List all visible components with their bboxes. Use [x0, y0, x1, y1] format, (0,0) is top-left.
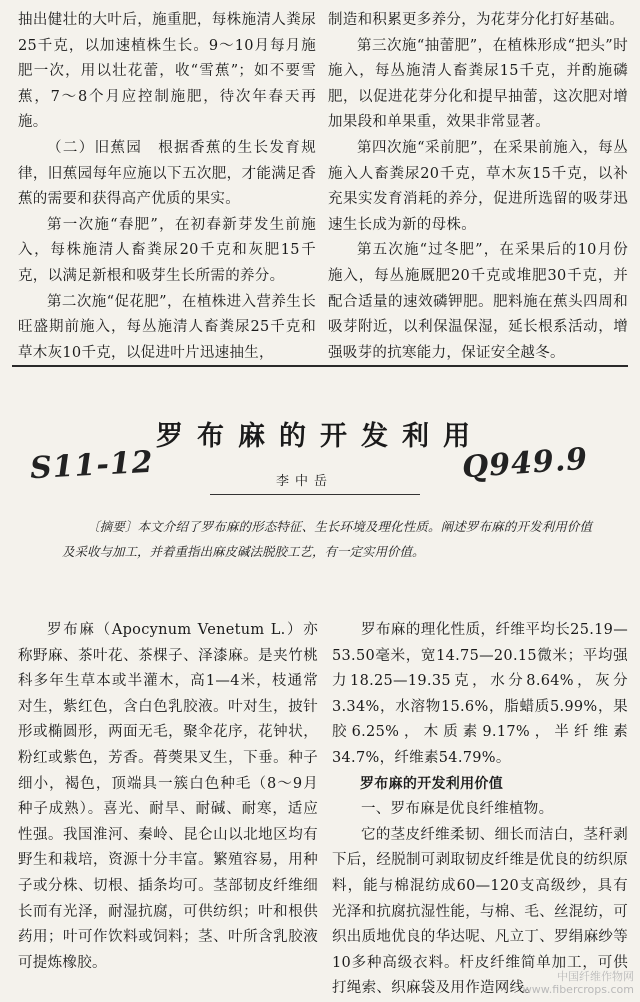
watermark-line-1: 中国纤维作物网	[557, 970, 634, 983]
paragraph: 抽出健壮的大叶后，施重肥，每株施清人粪尿25千克，以加速植株生长。9～10月每月施肥一次，用以壮花蕾，收“雪蕉”；如不要雪蕉，7～8个月应控制施肥，待次年春天再施。	[18, 12, 316, 131]
section-divider	[12, 365, 628, 367]
handwritten-classification-right: Q949.9	[460, 441, 590, 486]
top-right-column	[328, 8, 628, 366]
paragraph: 第二次施“促花肥”，在植株进入营养生长旺盛期前施入，每丛施清人畜粪尿25千克和草木灰10千克，以促进叶片迅速抽生，	[18, 293, 316, 361]
author-underline	[210, 494, 420, 495]
handwritten-classification-left: S11-12	[29, 444, 155, 487]
paragraph: 罗布麻（Apocynum Venetum L.）亦称野麻、茶叶花、茶棵子、泽漆麻。是夹竹桃科多年生草本或半灌木，高1—4米，枝通常对生，紫红色，含白色乳胶液。叶对生，披针形或椭圆形，两面无毛，聚伞花序，花钟状，粉红或紫色，芳香。蓇葖果叉生，下垂。种子细小，褐色，顶端具一簇白色种毛（8～9月种子成熟）。喜光、耐旱、耐碱、耐寒，适应性强。我国淮河、秦岭、昆仑山以北地区均有野生和栽培，资源十分丰富。繁殖容易，用种子或分株、切根、插条均可。茎部韧皮纤维细长而有光泽，耐湿抗腐，可供纺织；叶和根供药用；叶可作饮料或饲料；茎、叶所含乳胶液可提炼橡胶。	[18, 622, 318, 971]
paragraph: 一、罗布麻是优良纤维植物。	[361, 801, 554, 818]
paragraph: 第五次施“过冬肥”，在采果后的10月份施入，每丛施厩肥20千克或堆肥30千克，并配合适量的速效磷钾肥。肥料施在蕉头四周和吸芽附近，以利保温保湿，延长根系活动，增强吸芽的抗寒能力，保证安全越冬。	[328, 242, 628, 361]
bottom-right-column	[332, 618, 628, 1002]
article-abstract: 〔摘要〕本文介绍了罗布麻的形态特征、生长环境及理化性质。阐述罗布麻的开发利用价值及采收与加工，并着重指出麻皮碱法脱胶工艺，有一定实用价值。	[62, 519, 592, 559]
paragraph: 罗布麻的理化性质，纤维平均长25.19—53.50毫米，宽14.75—20.15微米；平均强力18.25—19.35克，水分8.64%，灰分3.34%，水溶物15.6%，脂蜡质5.99%，果胶6.25%，木质素9.17%，半纤维素34.7%，纤维素54.79%。	[332, 622, 628, 766]
top-left-column	[18, 8, 316, 366]
paragraph: 它的茎皮纤维柔韧、细长而洁白，茎秆剥下后，经脱制可剥取韧皮纤维是优良的纺织原料，能与棉混纺成60—120支高级纱，具有光泽和抗腐抗湿性能，与棉、毛、丝混纺，可织出质地优良的华达呢、凡立丁、罗绢麻纱等10多种高级衣料。杆皮纤维简单加工，可供打绳索、织麻袋及用作造网线。	[332, 826, 628, 997]
paragraph: 罗布麻的开发利用价值	[360, 775, 503, 792]
watermark-line-2: www.fibercrops.com	[522, 983, 634, 996]
paragraph: （二）旧蕉园 根据香蕉的生长发育规律，旧蕉园每年应施以下五次肥，才能满足香蕉的需要和获得高产优质的果实。	[18, 139, 316, 208]
paragraph: 制造和积累更多养分，为花芽分化打好基础。	[328, 12, 624, 28]
paragraph: 第一次施“春肥”，在初春新芽发生前施入，每株施清人畜粪尿20千克和灰肥15千克，以满足新根和吸芽生长所需的养分。	[18, 216, 316, 284]
article-author: 李中岳	[276, 474, 334, 489]
site-watermark	[523, 970, 634, 996]
bottom-left-column	[18, 618, 318, 976]
paragraph: 第四次施“采前肥”，在采果前施入，每丛施入人畜粪尿20千克，草木灰15千克，以补充果实发育消耗的养分，促进所选留的吸芽迅速生长成为新的母株。	[328, 139, 628, 233]
paragraph: 第三次施“抽蕾肥”，在植株形成“把头”时施入，每丛施清人畜粪尿15千克，并酌施磷肥，以促进花芽分化和提早抽蕾，这次肥对增加果段和单果重，效果非常显著。	[328, 37, 628, 131]
article-title: 罗布麻的开发利用	[156, 421, 484, 452]
